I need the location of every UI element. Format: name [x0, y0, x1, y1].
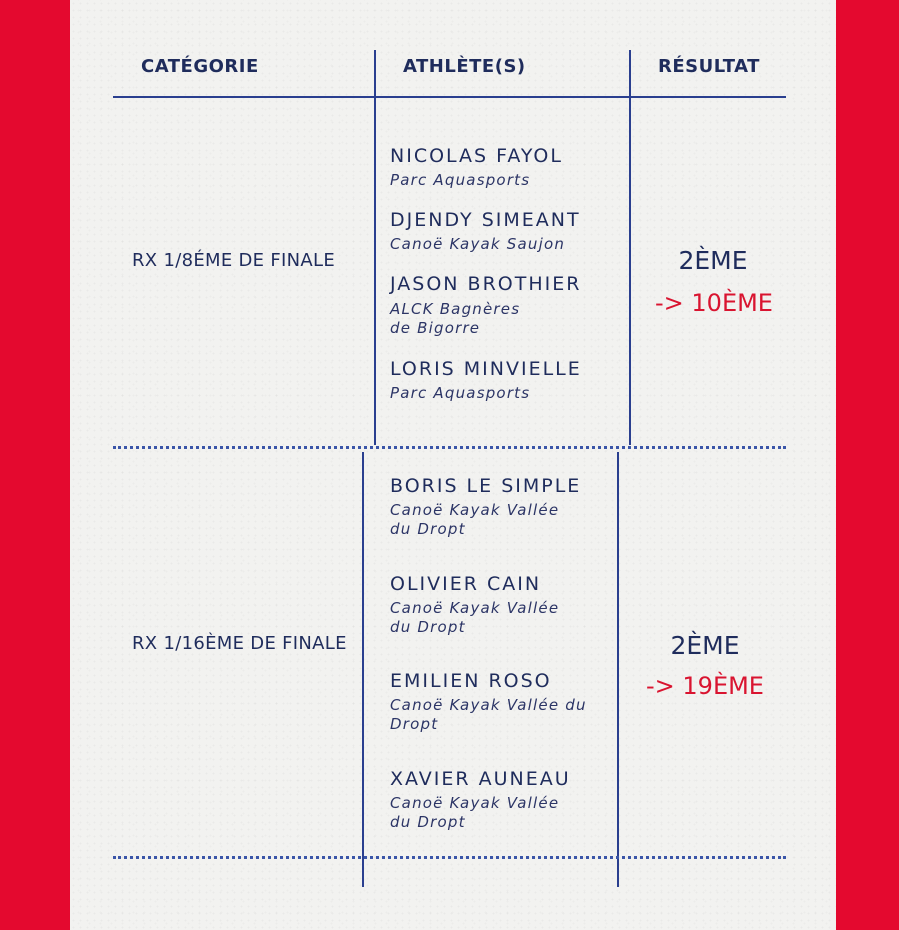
- paper-sheet: [70, 0, 836, 930]
- athlete-name: EMILIEN ROSO: [390, 670, 552, 692]
- column-divider-left-bottom: [362, 452, 364, 887]
- athlete-club: Parc Aquasports: [390, 384, 531, 402]
- header-divider: [113, 96, 786, 98]
- athlete-name: OLIVIER CAIN: [390, 573, 542, 595]
- category-cell: RX 1/16ÈME DE FINALE: [132, 633, 347, 654]
- header-category: CATÉGORIE: [141, 56, 259, 77]
- column-divider-right-top: [629, 50, 631, 445]
- athlete-club: Parc Aquasports: [390, 171, 531, 189]
- athlete-name: JASON BROTHIER: [390, 273, 582, 295]
- athlete-club: Canoë Kayak Saujon: [390, 235, 566, 253]
- header-athletes: ATHLÈTE(S): [403, 56, 526, 77]
- athlete-name: NICOLAS FAYOL: [390, 145, 563, 167]
- row-separator: [113, 446, 786, 449]
- athlete-name: XAVIER AUNEAU: [390, 768, 571, 790]
- athlete-club: Canoë Kayak Vallée du Dropt: [390, 599, 560, 636]
- header-result: RÉSULTAT: [658, 56, 760, 77]
- athlete-name: BORIS LE SIMPLE: [390, 475, 582, 497]
- athlete-club: ALCK Bagnères de Bigorre: [390, 300, 521, 337]
- athlete-club: Canoë Kayak Vallée du Dropt: [390, 794, 560, 831]
- athlete-club: Canoë Kayak Vallée du Dropt: [390, 501, 560, 538]
- column-divider-left-top: [374, 50, 376, 445]
- athlete-name: LORIS MINVIELLE: [390, 358, 582, 380]
- result-change: -> 10ÈME: [655, 289, 773, 317]
- category-cell: RX 1/8ÉME DE FINALE: [132, 250, 336, 271]
- result-rank: 2ÈME: [670, 631, 740, 660]
- result-rank: 2ÈME: [678, 246, 748, 275]
- row-separator-bottom: [113, 856, 786, 859]
- athlete-name: DJENDY SIMEANT: [390, 209, 581, 231]
- result-change: -> 19ÈME: [646, 672, 764, 700]
- athlete-club: Canoë Kayak Vallée du Dropt: [390, 696, 587, 733]
